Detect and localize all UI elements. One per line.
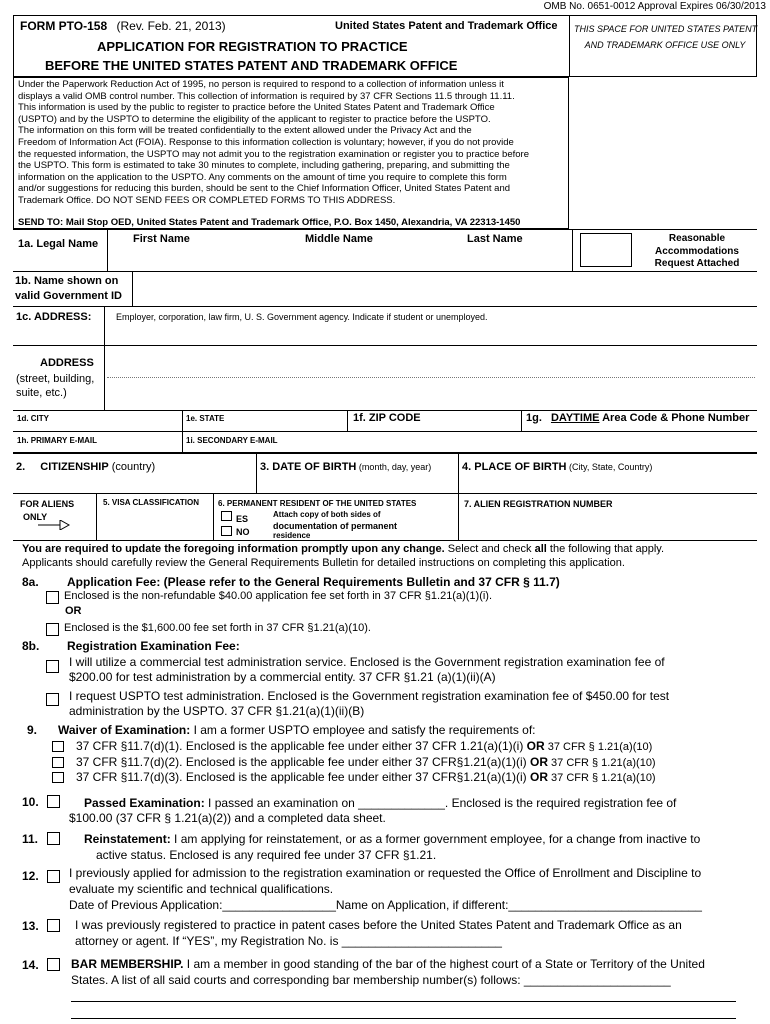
rule: [458, 454, 459, 493]
item-11-title: Reinstatement:: [84, 832, 171, 846]
item-12-line3: Date of Previous Application:_________________Name on Application, if different:_____________________________: [69, 898, 702, 912]
rule: [521, 410, 522, 431]
rule: [13, 345, 757, 346]
item-8a-opt2-text: Enclosed is the $1,600.00 fee set forth in 37 CFR §1.21(a)(10).: [64, 622, 371, 634]
item-8a-opt1-checkbox[interactable]: [46, 591, 59, 604]
address2-sub: suite, etc.): [16, 387, 67, 399]
rule: [13, 493, 757, 494]
rule: [256, 454, 257, 493]
secondary-email-input[interactable]: [185, 444, 753, 451]
item-10-number: 10.: [22, 795, 39, 809]
item-10-line2: $100.00 (37 CFR § 1.21(a)(2)) and a completed data sheet.: [69, 811, 386, 825]
reasonable-line: Request Attached: [654, 258, 740, 269]
legal-name-label: 1a. Legal Name: [18, 238, 99, 250]
dob-input[interactable]: [259, 476, 455, 491]
office-use-line2: AND TRADEMARK OFFICE USE ONLY: [584, 40, 746, 50]
item-8b-opt1-text: [69, 655, 665, 685]
waiver-or: OR: [530, 770, 548, 784]
attach-line: residence: [273, 531, 311, 540]
item-8b-opt2-line: I request USPTO test administration. Enclosed is the Government registration examination fee of $450.00 for test: [69, 689, 670, 703]
citizenship-num: 2.: [16, 461, 26, 473]
dob-title: 3. DATE OF BIRTH: [260, 461, 357, 473]
item-8b-title: Registration Examination Fee:: [67, 639, 240, 653]
dob-label: [260, 461, 431, 473]
phone-label: [526, 412, 749, 424]
paperwork-line: The information on this form will be treated confidentially to the extent allowed under the Privacy Act and the: [18, 125, 472, 137]
rule: [13, 452, 757, 454]
first-name-label: First Name: [133, 233, 190, 245]
last-name-label: Last Name: [467, 233, 523, 245]
item-14-line2: States. A list of all said courts and corresponding bar membership number(s) follows: ______________________: [71, 973, 671, 987]
form-rev: (Rev. Feb. 21, 2013): [116, 19, 226, 33]
item-9-number: 9.: [27, 723, 38, 737]
item-12-checkbox[interactable]: [47, 870, 60, 883]
city-label: 1d. CITY: [17, 414, 50, 423]
paperwork-line: Freedom of Information Act (FOIA). Response to this information collection is voluntary; however, if you do not provide: [18, 136, 514, 148]
visa-input[interactable]: [99, 510, 210, 538]
waiver-or: OR: [526, 739, 545, 753]
send-to: SEND TO: Mail Stop OED, United States Patent and Trademark Office, P.O. Box 1450, Alexandria, VA 22313-1450: [18, 217, 521, 228]
item-8a-opt2-checkbox[interactable]: [46, 623, 59, 636]
rule: [458, 493, 459, 540]
item-10-line: I passed an examination on _____________. Enclosed is the required registration fee of: [204, 796, 677, 810]
item-8a-number: 8a.: [22, 575, 39, 589]
paperwork-line: the USPTO. This form is estimated to take 30 minutes to complete, including gathering, preparing, and submitting the: [18, 160, 510, 172]
middle-name-label: Middle Name: [305, 233, 373, 245]
waiver-text: 37 CFR § 1.21(a)(10): [548, 772, 656, 784]
bar-membership-blank-line: [71, 1001, 736, 1002]
rule: [13, 271, 757, 272]
citizenship-title: CITIZENSHIP: [40, 461, 109, 473]
rule: [13, 229, 757, 230]
item-12-line2: evaluate my scientific and technical qualifications.: [69, 882, 334, 896]
address2-sub: (street, building,: [16, 373, 95, 385]
rule: [213, 493, 214, 540]
waiver-text: 37 CFR § 1.21(a)(10): [548, 757, 656, 769]
item-8b-number: 8b.: [22, 639, 40, 653]
bar-membership-blank-line: [71, 1018, 736, 1019]
yes-label: ES: [236, 514, 249, 524]
item-9-title-line: [58, 723, 536, 737]
title-line1: APPLICATION FOR REGISTRATION TO PRACTICE: [97, 39, 408, 54]
perm-res-label: 6. PERMANENT RESIDENT OF THE UNITED STATES: [218, 499, 417, 508]
rule: [96, 493, 97, 540]
instructions-line1: [22, 543, 664, 555]
office-use-line1: THIS SPACE FOR UNITED STATES PATENT: [574, 24, 758, 34]
phone-prefix: 1g.: [526, 412, 542, 424]
rule: [13, 306, 757, 307]
instructions-text: Select and check: [444, 543, 535, 555]
reasonable-accommodations-label: [640, 233, 754, 271]
pob-label: [462, 461, 652, 473]
paperwork-line: displays a valid OMB control number. This collection of information is required by 37 CFR Sections 11.5 through 11.11.: [18, 90, 515, 102]
paperwork-line: and/or suggestions for reducing this burden, should be sent to the Chief Information Officer, United States Patent and: [18, 183, 511, 195]
aliens-line: ONLY: [23, 512, 48, 522]
item-11-number: 11.: [22, 832, 39, 846]
instructions-all: all: [534, 543, 547, 555]
secondary-email-label: 1i. SECONDARY E-MAIL: [186, 436, 278, 445]
item-8a-title: Application Fee: (Please refer to the General Requirements Bulletin and 37 CFR § 11.7): [67, 575, 560, 589]
rule: [347, 410, 348, 431]
item-8b-opt1-line: $200.00 for test administration by a commercial entity. 37 CFR §1.21 (a)(1)(ii)(A): [69, 670, 496, 684]
no-label: NO: [236, 527, 250, 537]
paperwork-line: Under the Paperwork Reduction Act of 1995, no person is required to respond to a collection of information unless it: [18, 79, 504, 90]
address2-label: ADDRESS: [40, 357, 94, 369]
waiver-option-text: [76, 755, 656, 769]
rule: [572, 229, 573, 271]
item-8b-opt1-checkbox[interactable]: [46, 660, 59, 673]
item-8b-opt1-line: I will utilize a commercial test administration service. Enclosed is the Government registration examination fee of: [69, 655, 665, 669]
item-10-checkbox[interactable]: [47, 795, 60, 808]
omb-number: OMB No. 0651-0012 Approval Expires 06/30/2013: [543, 1, 766, 12]
paperwork-line: (USPTO) and by the USPTO to determine the eligibility of the applicant to register to practice before the USPTO.: [18, 113, 491, 125]
item-8b-opt2-line: administration by the USPTO. 37 CFR §1.21(a)(1)(ii)(B): [69, 704, 365, 718]
address-hint: Employer, corporation, law firm, U. S. Government agency. Indicate if student or unemployed.: [116, 312, 488, 322]
employer-input[interactable]: [107, 325, 753, 343]
or-label: OR: [65, 605, 82, 617]
citizenship-sub: (country): [108, 461, 156, 473]
phone-rest: Area Code & Phone Number: [599, 412, 750, 424]
waiver-option-text: [76, 739, 652, 753]
office-name: United States Patent and Trademark Office: [335, 20, 558, 32]
rule: [13, 431, 757, 432]
primary-email-input[interactable]: [15, 444, 179, 451]
item-11-line2: active status. Enclosed is any required fee under 37 CFR §1.21.: [96, 848, 437, 862]
street-address-input[interactable]: [107, 350, 753, 405]
rule: [132, 271, 133, 306]
visa-label: 5. VISA CLASSIFICATION: [103, 498, 200, 507]
waiver-text: 37 CFR § 1.21(a)(10): [544, 741, 653, 753]
arrow-right-icon: [38, 520, 70, 530]
waiver-text: 37 CFR §11.7(d)(3). Enclosed is the applicable fee under either 37 CFR§1.21(a)(1)(i): [76, 770, 530, 784]
instructions-line2: Applicants should carefully review the General Requirements Bulletin for detailed instructions on completing this application.: [22, 557, 625, 569]
name-shown-input[interactable]: [135, 274, 753, 303]
aliens-line: FOR ALIENS: [20, 499, 75, 509]
citizenship-label: [16, 461, 155, 473]
attach-line: Attach copy of both sides of: [273, 510, 381, 519]
form-id: FORM PTO-158: [20, 19, 108, 33]
pob-sub: (City, State, Country): [566, 462, 653, 472]
waiver-option-text: [76, 770, 656, 784]
address-label: 1c. ADDRESS:: [16, 311, 92, 323]
rule: [107, 229, 108, 271]
perm-res-no-checkbox[interactable]: [221, 526, 232, 536]
item-10-title: Passed Examination:: [84, 796, 205, 810]
item-14-checkbox[interactable]: [47, 958, 60, 971]
waiver-text: 37 CFR §11.7(d)(2). Enclosed is the applicable fee under either 37 CFR§1.21(a)(1)(i): [76, 755, 530, 769]
item-14-line: I am a member in good standing of the bar of the highest court of a State or Territory of the United: [183, 957, 705, 971]
legal-name-input[interactable]: [110, 248, 570, 268]
rule: [13, 410, 757, 411]
item-13-number: 13.: [22, 919, 39, 933]
waiver-or: OR: [530, 755, 548, 769]
item-9-title: Waiver of Examination:: [58, 723, 191, 737]
attach-line: documentation of permanent: [273, 520, 398, 531]
item-9-rest: I am a former USPTO employee and satisfy the requirements of:: [190, 723, 536, 737]
paperwork-line: the requested information, the USPTO may not admit you to the registration examination or register you to practice before: [18, 148, 529, 160]
paperwork-line: This information is used by the public to register to practice before the United States Patent and Trademark Office: [18, 102, 495, 114]
perm-res-yes-checkbox[interactable]: [221, 511, 232, 521]
paperwork-line: information on the application to the USPTO. Any comments on the amount of time you require to complete this form: [18, 171, 507, 183]
item-8b-opt2-text: [69, 689, 669, 719]
name-shown-line: valid Government ID: [15, 290, 122, 302]
item-14-line1: [71, 957, 705, 971]
pob-title: 4. PLACE OF BIRTH: [462, 461, 567, 473]
paperwork-line: Trademark Office. DO NOT SEND FEES OR COMPLETED FORMS TO THIS ADDRESS.: [18, 194, 396, 206]
dob-sub: (month, day, year): [356, 462, 432, 472]
item-14-number: 14.: [22, 958, 39, 972]
item-12-line1: I previously applied for admission to the registration examination or requested the Office of Enrollment and Discipline to: [69, 866, 702, 880]
item-10-text: [84, 795, 676, 811]
item-11-checkbox[interactable]: [47, 832, 60, 845]
header-divider: [569, 15, 570, 77]
reasonable-line: Accommodations: [655, 245, 739, 257]
title-line2: BEFORE THE UNITED STATES PATENT AND TRADEMARK OFFICE: [45, 58, 458, 73]
alien-reg-input[interactable]: [461, 512, 753, 538]
alien-reg-label: 7. ALIEN REGISTRATION NUMBER: [464, 499, 613, 509]
reasonable-accommodations-checkbox[interactable]: [580, 233, 632, 267]
item-12-number: 12.: [22, 869, 39, 883]
waiver-option-checkbox[interactable]: [52, 757, 64, 768]
name-shown-label: [15, 274, 122, 304]
rule: [13, 540, 757, 541]
reasonable-line: Reasonable: [668, 233, 726, 244]
rule: [104, 306, 105, 410]
item-13-line1: I was previously registered to practice in patent cases before the United States Patent and Trademark Office as an: [75, 918, 682, 932]
instructions-bold: You are required to update the foregoing information promptly upon any change.: [22, 543, 445, 555]
primary-email-label: 1h. PRIMARY E-MAIL: [17, 436, 98, 445]
name-shown-line: 1b. Name shown on: [15, 275, 119, 287]
item-8a-opt1-text: Enclosed is the non-refundable $40.00 application fee set forth in 37 CFR §1.21(a)(1)(i).: [64, 590, 493, 602]
paperwork-notice: [18, 79, 568, 207]
form-id-line: [20, 19, 226, 33]
attach-note: [273, 510, 397, 542]
state-input[interactable]: [185, 422, 345, 430]
pob-input[interactable]: [461, 476, 753, 491]
instructions-text: the following that apply.: [546, 543, 665, 555]
item-11-line: I am applying for reinstatement, or as a former government employee, for a change from inactive to: [170, 832, 701, 846]
state-label: 1e. STATE: [186, 414, 225, 423]
item-8b-opt2-checkbox[interactable]: [46, 693, 59, 706]
item-13-checkbox[interactable]: [47, 919, 60, 932]
city-input[interactable]: [15, 422, 179, 430]
waiver-option-checkbox[interactable]: [52, 772, 64, 783]
waiver-text: 37 CFR §11.7(d)(1). Enclosed is the applicable fee under either 37 CFR 1.21(a)(1)(i): [76, 739, 527, 753]
item-13-line2: attorney or agent. If “YES”, my Registration No. is ________________________: [75, 934, 502, 948]
citizenship-input[interactable]: [15, 476, 253, 491]
zip-label: 1f. ZIP CODE: [353, 412, 421, 424]
waiver-option-checkbox[interactable]: [52, 741, 64, 752]
item-11-line1: [84, 832, 700, 846]
item-14-title: BAR MEMBERSHIP.: [71, 957, 184, 971]
phone-daytime: DAYTIME: [550, 412, 600, 424]
address2-sublabel: [16, 372, 94, 400]
